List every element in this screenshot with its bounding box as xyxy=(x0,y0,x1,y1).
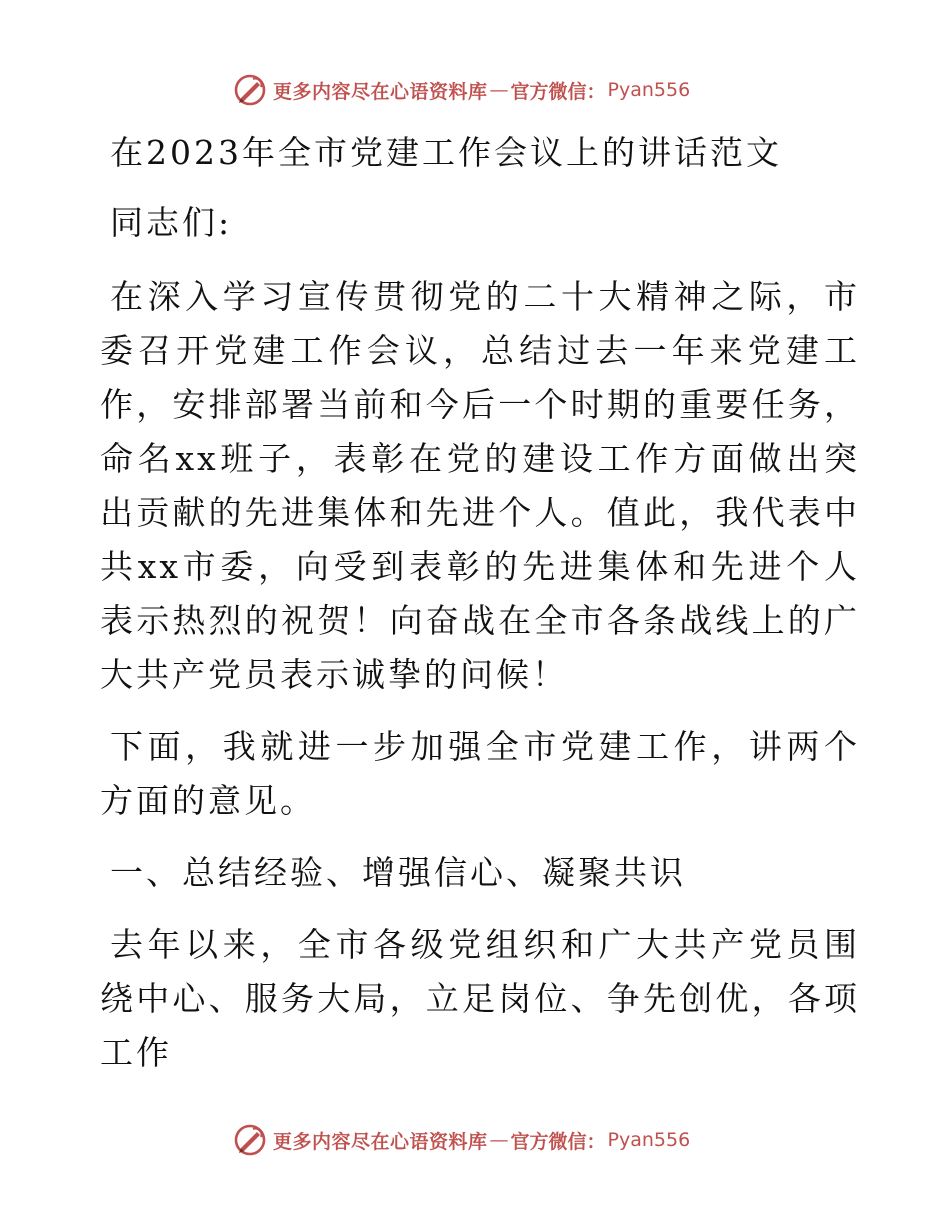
banner-site-text: 更多内容尽在心语资料库 xyxy=(273,80,488,103)
banner-site-text: 更多内容尽在心语资料库 xyxy=(273,1130,488,1153)
paragraph-2: 下面，我就进一步加强全市党建工作，讲两个方面的意见。 xyxy=(100,727,860,820)
banner-wechat-id: Pyan556 xyxy=(607,79,691,101)
banner-official-label: 官方微信： xyxy=(510,80,606,103)
pen-logo-icon xyxy=(233,73,267,107)
paragraph-1: 在深入学习宣传贯彻党的二十大精神之际，市委召开党建工作会议，总结过去一年来党建工作，安排部署当前和今后一个时期的重要任务，命名xx班子，表彰在党的建设工作方面做出突出贡献的先进集体和先进个人。值此，我代表中共xx市委，向受到表彰的先进集体和先进个人表示热烈的祝贺！向奋战在全市各条战线上的广大共产党员表示诚挚的问候！ xyxy=(100,277,860,694)
banner-wechat-id: Pyan556 xyxy=(607,1129,691,1151)
document-title: 在2023年全市党建工作会议上的讲话范文 xyxy=(110,133,782,172)
paragraph-3: 去年以来，全市各级党组织和广大共产党员围绕中心、服务大局，立足岗位、争先创优，各项工作 xyxy=(100,925,860,1072)
document-body xyxy=(100,120,860,1080)
banner-separator: — xyxy=(489,1129,509,1151)
greeting: 同志们: xyxy=(110,203,233,242)
section-heading: 一、总结经验、增强信心、凝聚共识 xyxy=(110,853,686,892)
banner-separator: — xyxy=(489,79,509,101)
pen-logo-icon xyxy=(233,1123,267,1157)
header-banner xyxy=(233,72,690,108)
footer-banner xyxy=(233,1122,690,1158)
banner-official-label: 官方微信： xyxy=(510,1130,606,1153)
